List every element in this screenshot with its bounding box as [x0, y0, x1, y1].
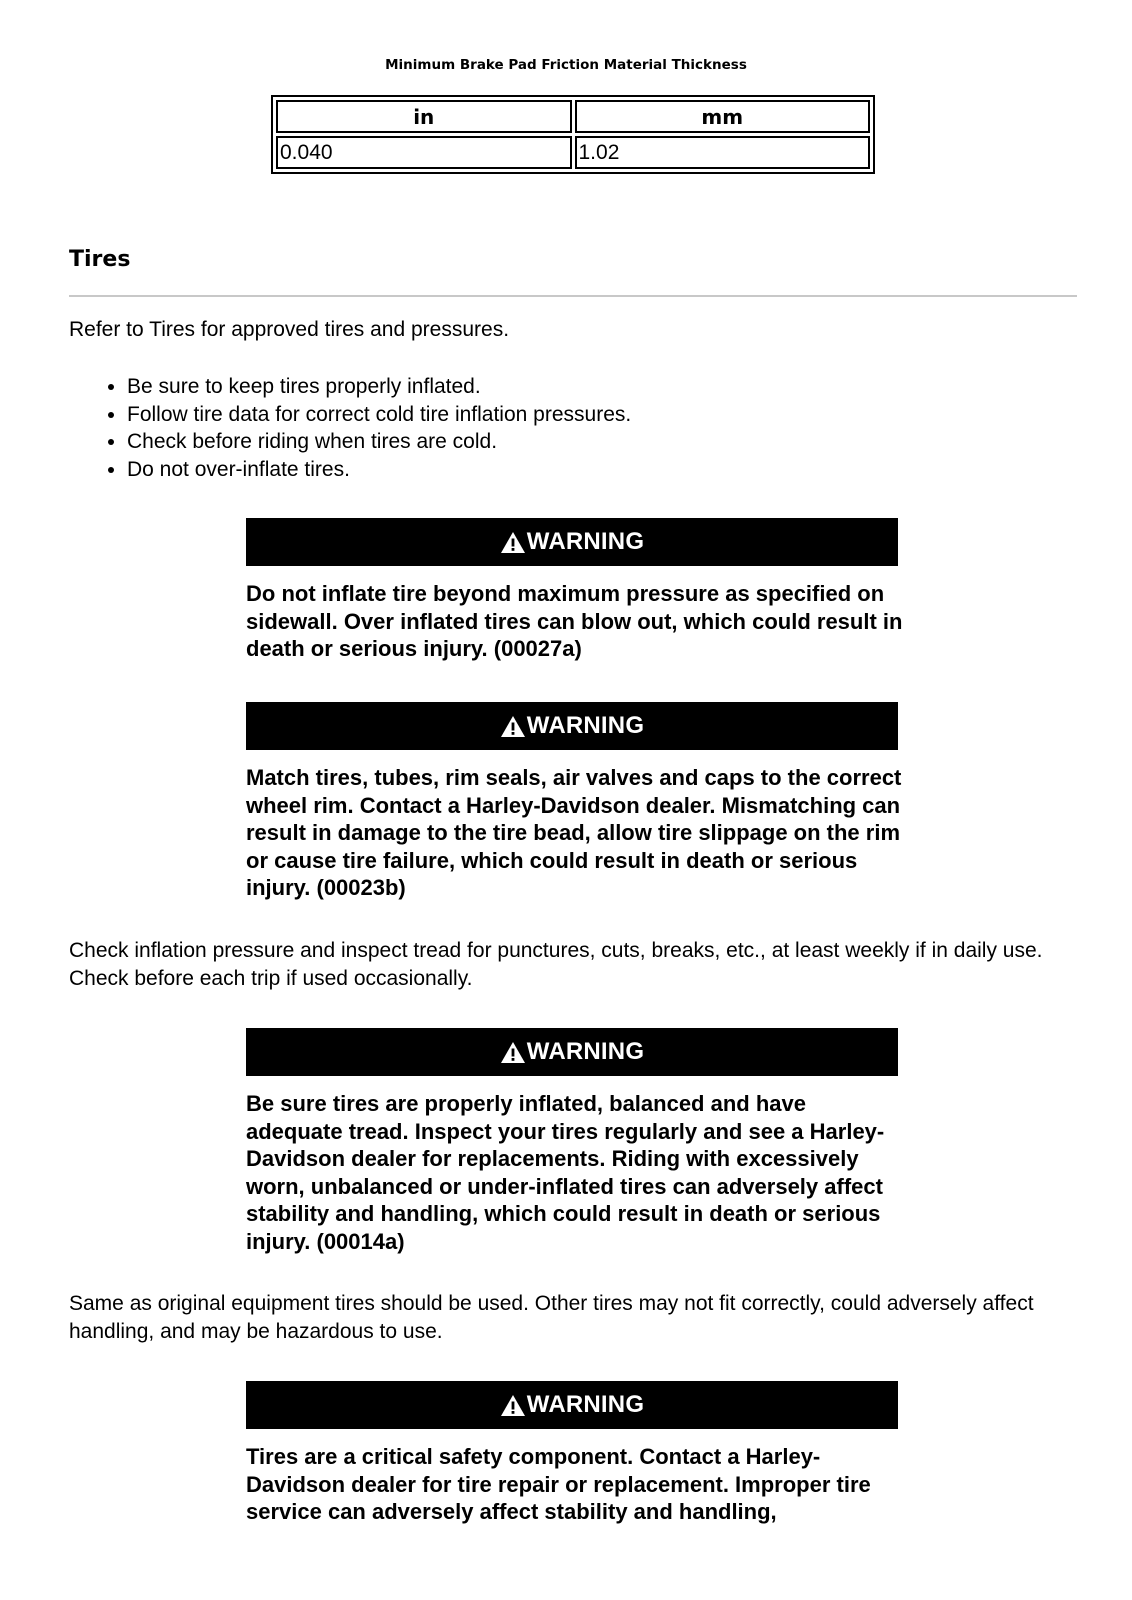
warning-text: Be sure tires are properly inflated, balanced and have adequate tread. Inspect your tires regularly and see a Harley-Davidson dealer for replacements. Riding with excessively worn, unbalanced or under-inflated tires can adversely affect stability and handling, which could result in death or serious injury. (00014a) — [246, 1091, 885, 1254]
warning-label: WARNING — [526, 1038, 645, 1065]
refer-text-after: for approved tires and pressures. — [195, 318, 510, 341]
warning-triangle-icon — [500, 715, 526, 738]
list-item: • Follow tire data for correct cold tire inflation pressures. — [127, 401, 631, 429]
section-divider — [69, 295, 1077, 297]
list-item: • Do not over-inflate tires. — [127, 456, 631, 484]
section-title: Tires — [69, 247, 131, 272]
warning-label: WARNING — [526, 1391, 645, 1418]
table-header-row — [276, 100, 870, 133]
warning-banner — [246, 518, 898, 566]
table-caption: Minimum Brake Pad Friction Material Thickness — [385, 57, 747, 73]
warning-text: Match tires, tubes, rim seals, air valves and caps to the correct wheel rim. Contact a Harley-Davidson dealer. Mismatching can result in damage to the tire bead, allow tire slippage on the rim or cause tire failure, which could result in death or serious injury. (00023b) — [246, 765, 902, 900]
refer-text-before: Refer to — [69, 318, 150, 341]
tire-tips-list — [69, 373, 631, 483]
warning-triangle-icon — [500, 531, 526, 554]
table-row — [276, 136, 870, 169]
tires-link[interactable]: Tires — [149, 318, 196, 341]
column-header-mm: mm — [575, 100, 871, 133]
warning-triangle-icon — [500, 1041, 526, 1064]
brake-pad-thickness-table — [271, 95, 875, 174]
warning-label: WARNING — [526, 712, 645, 739]
warning-banner — [246, 1381, 898, 1429]
list-item: • Check before riding when tires are cold. — [127, 428, 631, 456]
column-header-in: in — [276, 100, 572, 133]
refer-paragraph — [69, 316, 1079, 344]
warning-banner — [246, 702, 898, 750]
warning-banner — [246, 1028, 898, 1076]
warning-text: Tires are a critical safety component. Contact a Harley-Davidson dealer for tire repair or replacement. Improper tire service can adversely affect stability and handling, — [246, 1444, 871, 1524]
list-item: • Be sure to keep tires properly inflated. — [127, 373, 631, 401]
cell-in-value: 0.040 — [276, 136, 572, 169]
warning-label: WARNING — [526, 528, 645, 555]
cell-mm-value: 1.02 — [575, 136, 871, 169]
inspection-paragraph: Check inflation pressure and inspect tread for punctures, cuts, breaks, etc., at least weekly if in daily use. Check before each trip if used occasionally. — [69, 939, 1043, 990]
warning-text: Do not inflate tire beyond maximum pressure as specified on sidewall. Over inflated tires can blow out, which could result in death or serious injury. (00027a) — [246, 581, 903, 661]
warning-triangle-icon — [500, 1394, 526, 1417]
oem-tires-paragraph: Same as original equipment tires should be used. Other tires may not fit correctly, could adversely affect handling, and may be hazardous to use. — [69, 1292, 1034, 1343]
